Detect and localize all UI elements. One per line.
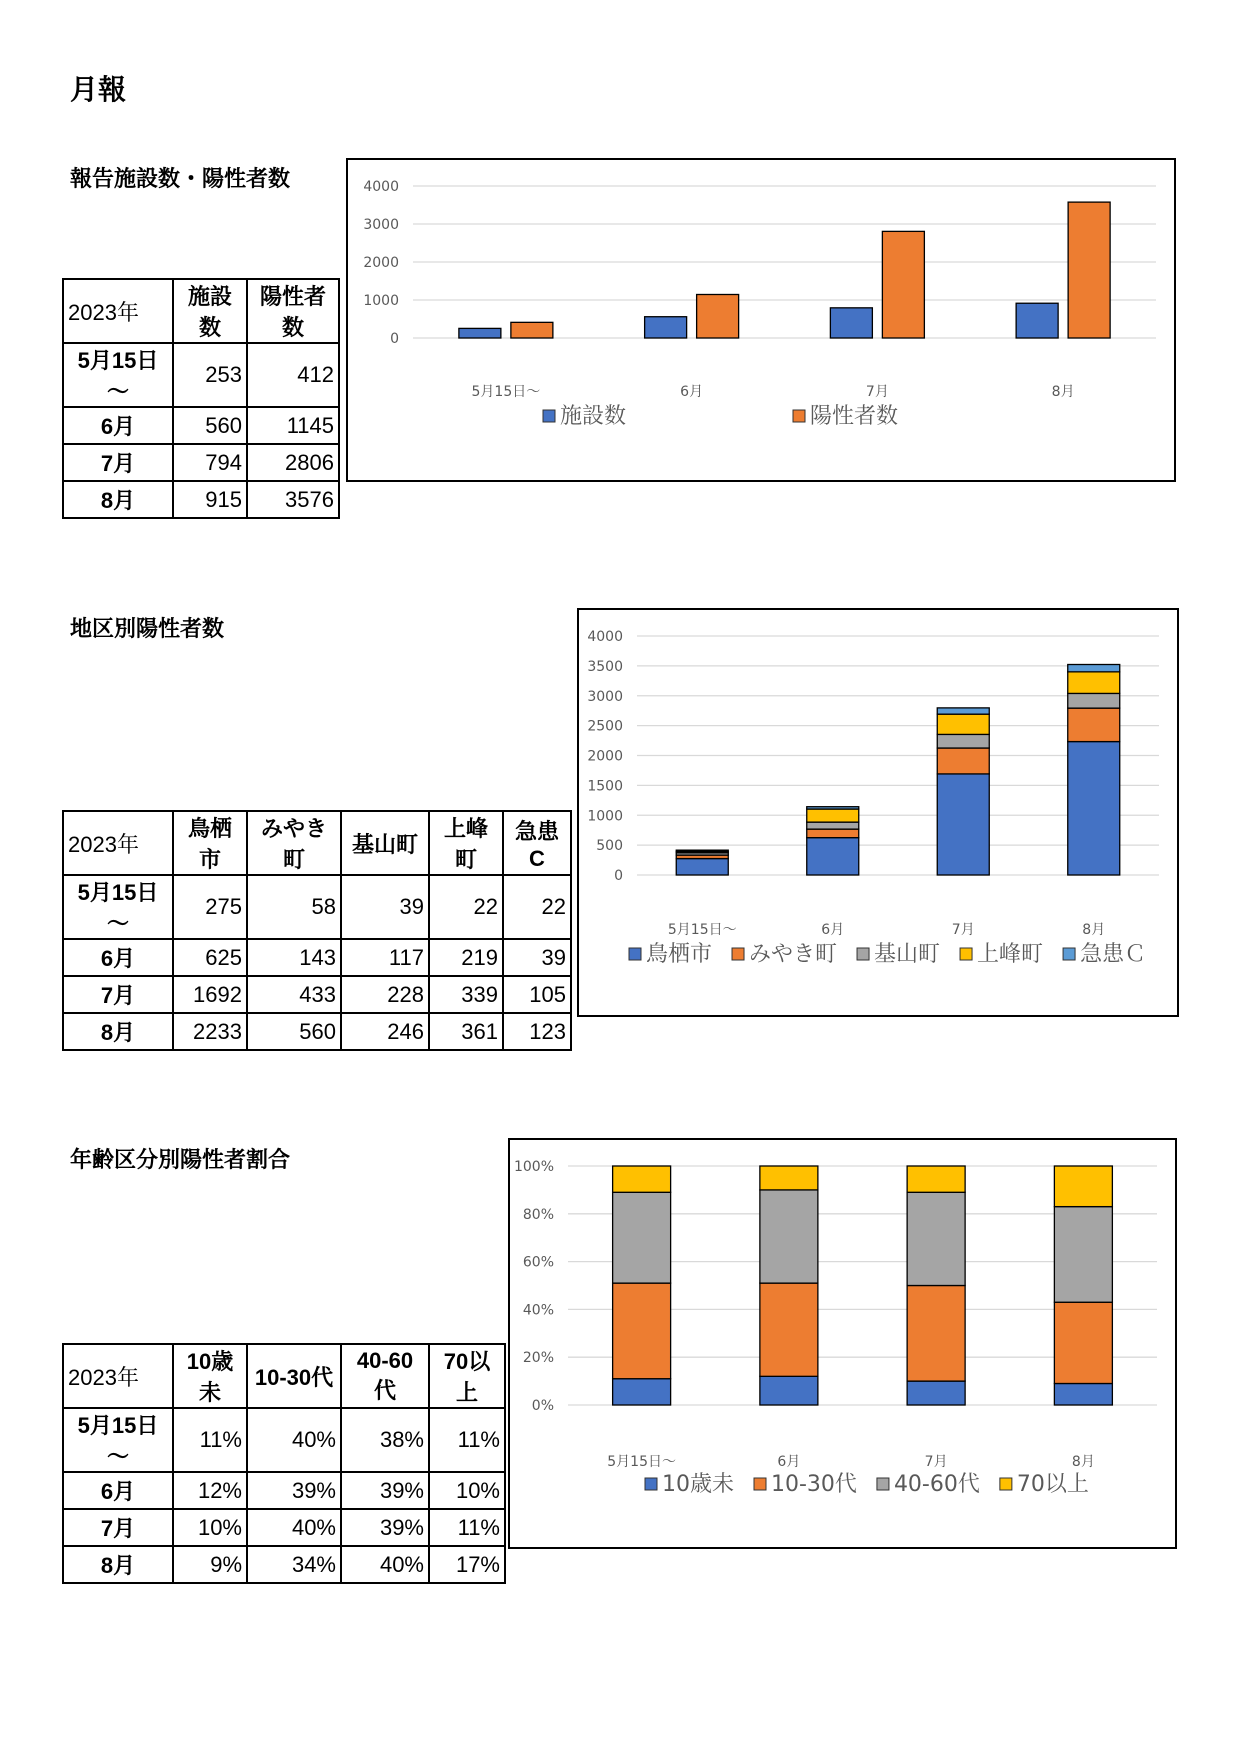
table-cell: 123: [503, 1013, 571, 1050]
table-cell: 1692: [173, 976, 247, 1013]
bar-segment: [1068, 693, 1120, 708]
row-label-cell: 8月: [63, 1013, 173, 1050]
legend-label: 施設数: [560, 404, 627, 429]
legend-swatch: [645, 1478, 657, 1490]
table-cell: 40%: [341, 1546, 429, 1583]
table-cell: 10%: [173, 1509, 247, 1546]
row-label-cell: 7月: [63, 444, 173, 481]
bar-segment: [937, 708, 989, 714]
table-cell: 105: [503, 976, 571, 1013]
bar-segment: [760, 1283, 818, 1376]
legend-label: 10歳未: [662, 1472, 734, 1497]
bar-segment: [613, 1192, 671, 1283]
table-row: [63, 407, 339, 444]
bar: [459, 328, 501, 338]
table-cell: 253: [173, 343, 247, 407]
table-cell: 412: [247, 343, 339, 407]
bar-segment: [613, 1283, 671, 1379]
y-tick-label: 2500: [587, 718, 623, 735]
table-cell: 17%: [429, 1546, 505, 1583]
section-title-district: 地区別陽性者数: [70, 617, 225, 642]
legend-label: 急患Ｃ: [1080, 942, 1147, 967]
table-header-row: [63, 811, 571, 875]
bar-segment: [937, 748, 989, 774]
table-header-cell: 10-30代: [247, 1344, 341, 1408]
bar-segment: [1068, 665, 1120, 672]
row-label-cell: 7月: [63, 1509, 173, 1546]
bar-segment: [807, 829, 859, 838]
table-row: [63, 1408, 505, 1472]
table-header-row: [63, 1344, 505, 1408]
table-row: [63, 976, 571, 1013]
bar-segment: [1054, 1383, 1112, 1405]
legend-label: 鳥栖市: [646, 942, 713, 967]
table-header-cell: 10歳未: [173, 1344, 247, 1408]
age-table: [62, 1343, 506, 1584]
table-cell: 9%: [173, 1546, 247, 1583]
bar-segment: [613, 1379, 671, 1405]
table-cell: 38%: [341, 1408, 429, 1472]
table-row: [63, 343, 339, 407]
table-cell: 40%: [247, 1408, 341, 1472]
y-tick-label: 20%: [522, 1350, 554, 1367]
table-cell: 39%: [247, 1472, 341, 1509]
y-tick-label: 100%: [513, 1159, 554, 1175]
table-row: [63, 1472, 505, 1509]
x-tick-label: 6月: [821, 922, 845, 938]
facilities-table: [62, 278, 340, 519]
bar-segment: [613, 1166, 671, 1192]
table-cell: 12%: [173, 1472, 247, 1509]
table-cell: 10%: [429, 1472, 505, 1509]
legend-label: 基山町: [874, 942, 941, 967]
table-row: [63, 1509, 505, 1546]
x-tick-label: 7月: [924, 1454, 948, 1470]
table-header-row: [63, 279, 339, 343]
table-cell: 39%: [341, 1509, 429, 1546]
bar-segment: [907, 1286, 965, 1382]
bar: [830, 308, 872, 338]
bar-segment: [937, 774, 989, 875]
table-cell: 40%: [247, 1509, 341, 1546]
y-tick-label: 1000: [587, 808, 623, 825]
table-cell: 794: [173, 444, 247, 481]
legend-swatch: [1000, 1478, 1012, 1490]
row-label-cell: 8月: [63, 1546, 173, 1583]
legend-label: 陽性者数: [810, 404, 899, 429]
x-tick-label: 5月15日～: [667, 922, 737, 938]
table-cell: 219: [429, 939, 503, 976]
table-row: [63, 444, 339, 481]
table-cell: 117: [341, 939, 429, 976]
row-label-cell: 6月: [63, 407, 173, 444]
bar-segment: [1068, 742, 1120, 875]
table-header-cell: みやき町: [247, 811, 341, 875]
table-header-cell: 2023年: [63, 1344, 173, 1408]
legend-label: 70以上: [1016, 1472, 1089, 1497]
bar-segment: [807, 807, 859, 809]
x-tick-label: 6月: [680, 384, 704, 400]
table-cell: 22: [429, 875, 503, 939]
bar-segment: [760, 1376, 818, 1405]
table-header-cell: 基山町: [341, 811, 429, 875]
y-tick-label: 0: [614, 868, 623, 884]
table-cell: 915: [173, 481, 247, 518]
table-cell: 361: [429, 1013, 503, 1050]
table-cell: 11%: [429, 1509, 505, 1546]
y-tick-label: 80%: [522, 1206, 554, 1223]
bar-segment: [1068, 708, 1120, 741]
chart-svg: [510, 1140, 1175, 1547]
table-header-cell: 上峰町: [429, 811, 503, 875]
y-tick-label: 3500: [587, 658, 623, 675]
district-chart: [577, 608, 1179, 1017]
y-tick-label: 0: [390, 331, 399, 347]
table-row: [63, 875, 571, 939]
bar-segment: [1054, 1302, 1112, 1383]
bar: [882, 231, 924, 338]
table-header-cell: 陽性者数: [247, 279, 339, 343]
table-row: [63, 1013, 571, 1050]
legend-swatch: [857, 948, 869, 960]
legend-label: 上峰町: [977, 942, 1044, 967]
table-row: [63, 1546, 505, 1583]
row-label-cell: 5月15日～: [63, 1408, 173, 1472]
y-tick-label: 4000: [363, 179, 399, 195]
table-cell: 339: [429, 976, 503, 1013]
bar-segment: [907, 1381, 965, 1405]
x-tick-label: 5月15日～: [471, 384, 541, 400]
district-table: [62, 810, 572, 1051]
table-cell: 22: [503, 875, 571, 939]
y-tick-label: 40%: [522, 1302, 554, 1319]
table-header-cell: 70以上: [429, 1344, 505, 1408]
table-row: [63, 481, 339, 518]
x-tick-label: 5月15日～: [607, 1454, 676, 1470]
bar: [511, 322, 553, 338]
row-label-cell: 5月15日～: [63, 875, 173, 939]
legend-label: みやき町: [749, 942, 838, 967]
legend-swatch: [629, 948, 641, 960]
y-tick-label: 4000: [587, 629, 623, 645]
facilities-chart: [346, 158, 1176, 482]
legend-swatch: [754, 1478, 766, 1490]
table-header-cell: 40-60代: [341, 1344, 429, 1408]
chart-svg: [348, 160, 1174, 480]
row-label-cell: 6月: [63, 1472, 173, 1509]
table-cell: 275: [173, 875, 247, 939]
table-cell: 433: [247, 976, 341, 1013]
table-cell: 560: [173, 407, 247, 444]
legend-swatch: [543, 410, 555, 422]
y-tick-label: 2000: [363, 255, 399, 271]
chart-svg: [579, 610, 1177, 1015]
table-header-cell: 施設数: [173, 279, 247, 343]
bar-segment: [907, 1166, 965, 1192]
bar-segment: [807, 838, 859, 875]
row-label-cell: 7月: [63, 976, 173, 1013]
y-tick-label: 3000: [363, 217, 399, 233]
table-header-cell: 鳥栖市: [173, 811, 247, 875]
table-cell: 246: [341, 1013, 429, 1050]
section-title-facilities: 報告施設数・陽性者数: [70, 167, 291, 192]
table-cell: 58: [247, 875, 341, 939]
bar: [697, 294, 739, 338]
y-tick-label: 2000: [587, 748, 623, 765]
age-chart: [508, 1138, 1177, 1549]
table-cell: 34%: [247, 1546, 341, 1583]
row-label-cell: 5月15日～: [63, 343, 173, 407]
bar-segment: [676, 850, 728, 851]
bar-segment: [1068, 672, 1120, 694]
legend-swatch: [960, 948, 972, 960]
table-cell: 11%: [173, 1408, 247, 1472]
bar-segment: [1054, 1166, 1112, 1207]
bar: [645, 317, 687, 338]
y-tick-label: 1000: [363, 293, 399, 309]
table-header-cell: 2023年: [63, 279, 173, 343]
section-title-age: 年齢区分別陽性者割合: [70, 1148, 291, 1173]
legend-swatch: [793, 410, 805, 422]
table-cell: 2233: [173, 1013, 247, 1050]
y-tick-label: 500: [596, 838, 623, 855]
page-title: 月報: [70, 73, 127, 106]
table-cell: 11%: [429, 1408, 505, 1472]
bar-segment: [760, 1166, 818, 1190]
row-label-cell: 6月: [63, 939, 173, 976]
table-cell: 560: [247, 1013, 341, 1050]
y-tick-label: 60%: [522, 1254, 554, 1271]
bar: [1068, 202, 1110, 338]
table-cell: 2806: [247, 444, 339, 481]
table-cell: 39: [341, 875, 429, 939]
legend-swatch: [1063, 948, 1075, 960]
x-tick-label: 8月: [1051, 384, 1075, 400]
table-cell: 143: [247, 939, 341, 976]
table-cell: 39: [503, 939, 571, 976]
x-tick-label: 7月: [865, 384, 889, 400]
legend-label: 40-60代: [893, 1472, 980, 1497]
x-tick-label: 6月: [777, 1454, 801, 1470]
bar-segment: [760, 1190, 818, 1283]
x-tick-label: 7月: [951, 922, 975, 938]
bar-segment: [676, 859, 728, 875]
row-label-cell: 8月: [63, 481, 173, 518]
table-cell: 1145: [247, 407, 339, 444]
table-cell: 228: [341, 976, 429, 1013]
table-header-cell: 急患C: [503, 811, 571, 875]
x-tick-label: 8月: [1071, 1454, 1095, 1470]
legend-swatch: [732, 948, 744, 960]
table-cell: 3576: [247, 481, 339, 518]
table-cell: 625: [173, 939, 247, 976]
legend-swatch: [877, 1478, 889, 1490]
bar-segment: [807, 822, 859, 829]
bar-segment: [937, 734, 989, 748]
bar-segment: [907, 1192, 965, 1285]
table-row: [63, 939, 571, 976]
x-tick-label: 8月: [1082, 922, 1106, 938]
bar-segment: [937, 714, 989, 734]
bar-segment: [807, 809, 859, 822]
bar: [1016, 303, 1058, 338]
y-tick-label: 3000: [587, 688, 623, 705]
table-header-cell: 2023年: [63, 811, 173, 875]
table-cell: 39%: [341, 1472, 429, 1509]
y-tick-label: 1500: [587, 778, 623, 795]
bar-segment: [1054, 1207, 1112, 1303]
legend-label: 10-30代: [771, 1472, 857, 1497]
y-tick-label: 0%: [531, 1398, 554, 1414]
